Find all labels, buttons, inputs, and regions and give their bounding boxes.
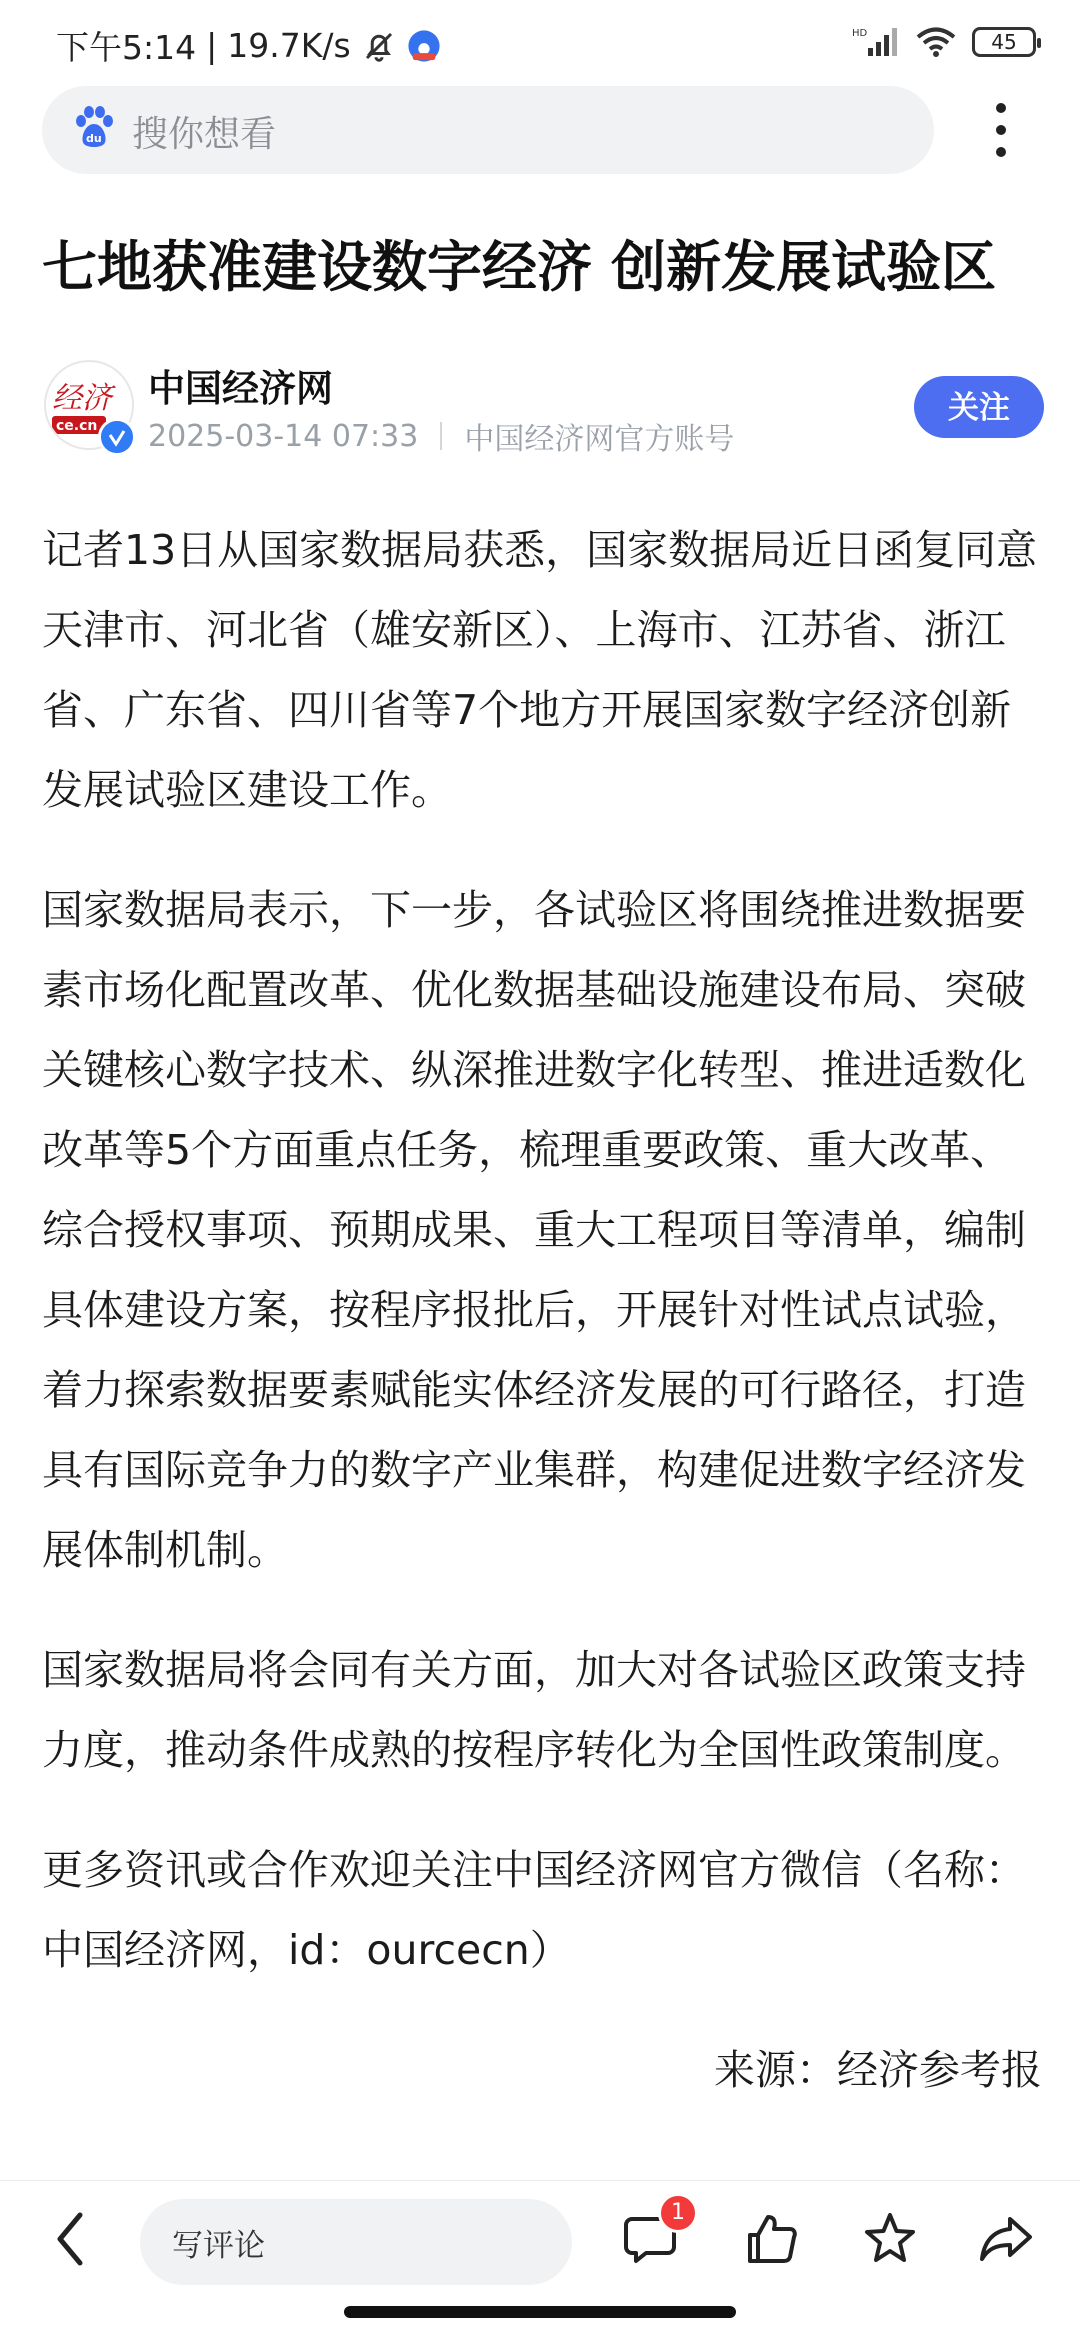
comment-count-badge: 1 xyxy=(658,2193,698,2233)
account-type: 中国经济网官方账号 xyxy=(464,422,735,457)
back-arrow-icon[interactable] xyxy=(50,2209,90,2269)
search-bar[interactable] xyxy=(42,86,934,174)
status-bar xyxy=(0,0,1080,90)
status-separator: | xyxy=(206,26,218,65)
verified-badge-icon xyxy=(98,418,136,456)
article-body xyxy=(42,510,1042,2175)
comment-input[interactable]: 写评论 xyxy=(140,2199,572,2285)
svg-text:经济: 经济 xyxy=(52,381,112,416)
battery-indicator: 45 xyxy=(972,27,1036,57)
meta-divider xyxy=(440,422,442,450)
article-paragraph: 记者13日从国家数据局获悉，国家数据局近日函复同意天津市、河北省（雄安新区）、上海市、江苏省、浙江省、广东省、四川省等7个地方开展国家数字经济创新发展试验区建设工作。 xyxy=(42,526,1038,814)
home-indicator[interactable] xyxy=(344,2306,736,2318)
svg-text:ce.cn: ce.cn xyxy=(56,418,98,434)
baidu-paw-icon xyxy=(72,104,116,152)
author-name[interactable]: 中国经济网 xyxy=(148,367,333,410)
article-title: 七地获准建设数字经济 创新发展试验区 xyxy=(42,235,997,299)
signal-icon xyxy=(852,26,900,58)
mute-bell-icon xyxy=(361,28,397,64)
share-icon[interactable] xyxy=(978,2211,1034,2267)
more-vertical-icon[interactable] xyxy=(986,100,1016,160)
publish-date: 2025-03-14 07:33 xyxy=(148,418,419,454)
article-paragraph: 更多资讯或合作欢迎关注中国经济网官方微信（名称：中国经济网，id：ourcecn） xyxy=(42,1846,1026,1974)
network-hd-label: HD xyxy=(852,28,868,39)
star-icon[interactable] xyxy=(862,2211,918,2267)
status-left xyxy=(56,22,441,69)
wifi-icon xyxy=(916,26,956,58)
network-speed: 19.7K/s xyxy=(227,26,351,65)
follow-button[interactable]: 关注 xyxy=(914,376,1044,438)
status-right xyxy=(852,26,1036,58)
thumbs-up-icon[interactable] xyxy=(744,2211,800,2267)
article-paragraph: 国家数据局将会同有关方面，加大对各试验区政策支持力度，推动条件成熟的按程序转化为全国性政策制度。 xyxy=(42,1646,1026,1774)
search-placeholder[interactable]: 搜你想看 xyxy=(132,114,277,155)
article-meta xyxy=(148,414,734,458)
baidu-app-icon xyxy=(407,29,441,63)
article-source: 来源：经济参考报 xyxy=(714,2046,1042,2094)
article-paragraph: 国家数据局表示，下一步，各试验区将围绕推进数据要素市场化配置改革、优化数据基础设施建设布局、突破关键核心数字技术、纵深推进数字化转型、推进适数化改革等5个方面重点任务，梳理重要政策、重大改革、综合授权事项、预期成果、重大工程项目等清单，编制具体建设方案，按程序报批后，开展针对性试点试验，着力探索数据要素赋能实体经济发展的可行路径，打造具有国际竞争力的数字产业集群，构建促进数字经济发展体制机制。 xyxy=(42,886,1026,1574)
svg-text:du: du xyxy=(86,132,102,145)
status-time: 下午5:14 xyxy=(56,28,197,67)
